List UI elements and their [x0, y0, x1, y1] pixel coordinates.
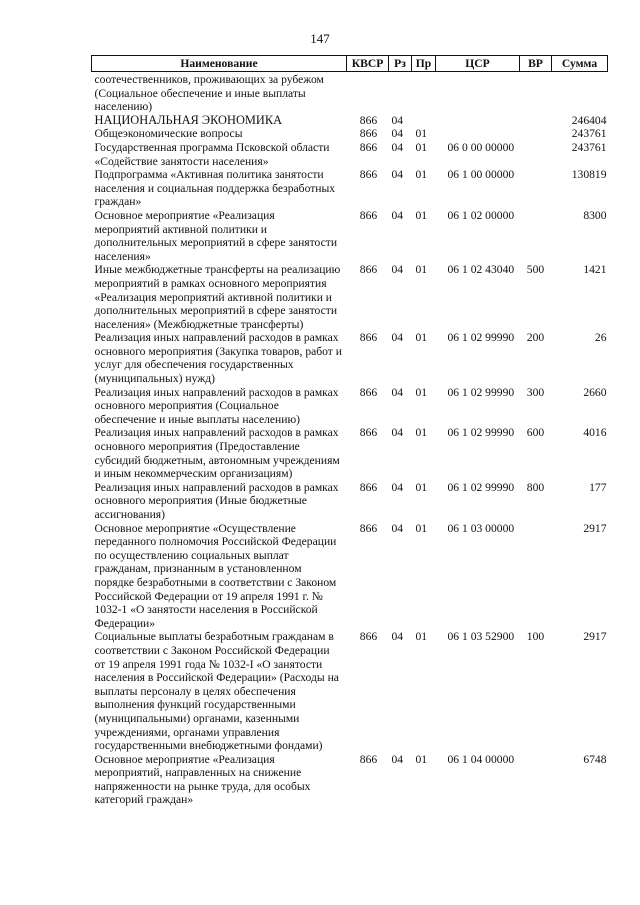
row-vr [520, 168, 552, 209]
row-csr: 06 0 00 00000 [447, 140, 515, 154]
row-pr: 01 [415, 630, 428, 644]
header-sum: Сумма [552, 56, 608, 72]
row-csr [436, 114, 520, 128]
row-vr [520, 141, 552, 168]
row-sum: 6748 [583, 752, 607, 766]
row-rz: 04 [391, 385, 404, 399]
row-pr [412, 72, 436, 114]
table-row [92, 263, 608, 331]
row-pr: 01 [415, 140, 428, 154]
row-rz: 04 [391, 480, 404, 494]
row-vr: 200 [526, 331, 545, 345]
row-pr: 01 [415, 385, 428, 399]
row-name: Реализация иных направлений расходов в рамках основного мероприятия (Иные бюджетные ассигнования) [94, 480, 339, 521]
row-csr: 06 1 03 00000 [447, 521, 515, 535]
row-pr: 01 [415, 127, 428, 141]
row-rz: 04 [391, 521, 404, 535]
row-kvsr: 866 [359, 263, 378, 277]
table-row [92, 753, 608, 807]
header-name: Наименование [92, 56, 347, 72]
row-pr: 01 [415, 521, 428, 535]
row-pr: 01 [415, 208, 428, 222]
table-row [92, 630, 608, 752]
row-name: Реализация иных направлений расходов в рамках основного мероприятия (Предоставление субсидий бюджетным, автономным учреждениям и иным некоммерческим организациям) [94, 426, 340, 481]
row-pr: 01 [415, 168, 428, 182]
row-csr: 06 1 03 52900 [447, 630, 515, 644]
row-sum: 243761 [571, 127, 607, 141]
row-name: Реализация иных направлений расходов в рамках основного мероприятия (Закупка товаров, работ и услуг для обеспечения государственных (муниципальных) нужд) [94, 331, 342, 386]
row-vr [520, 114, 552, 128]
row-vr [520, 753, 552, 807]
row-pr: 01 [415, 752, 428, 766]
table-row [92, 127, 608, 141]
header-kvsr: КВСР [347, 56, 389, 72]
row-rz: 04 [391, 426, 404, 440]
row-rz: 04 [391, 752, 404, 766]
table-row [92, 331, 608, 385]
row-name: соотечественников, проживающих за рубежом (Социальное обеспечение и иные выплаты населению) [94, 73, 324, 114]
row-csr: 06 1 04 00000 [447, 752, 515, 766]
header-csr: ЦСР [436, 56, 520, 72]
table-row [92, 114, 608, 128]
row-sum: 177 [589, 480, 607, 494]
row-kvsr: 866 [359, 480, 378, 494]
row-csr: 06 1 02 99990 [447, 331, 515, 345]
budget-table-container [91, 55, 607, 807]
row-pr: 01 [415, 331, 428, 345]
row-name: Основное мероприятие «Реализация мероприятий, направленных на снижение напряженности на рынке труда, для особых категорий граждан» [94, 752, 311, 807]
row-csr [436, 127, 520, 141]
row-name: Подпрограмма «Активная политика занятости населения и социальная поддержка безработных граждан» [94, 168, 336, 209]
row-sum: 8300 [583, 208, 607, 222]
row-sum: 246404 [571, 113, 607, 127]
header-vr: ВР [520, 56, 552, 72]
row-sum: 2917 [583, 521, 607, 535]
row-sum: 2917 [583, 630, 607, 644]
row-vr: 600 [526, 426, 545, 440]
row-name: Общеэкономические вопросы [94, 127, 243, 141]
row-kvsr: 866 [359, 385, 378, 399]
row-csr: 06 1 00 00000 [447, 168, 515, 182]
row-sum: 243761 [571, 140, 607, 154]
row-kvsr: 866 [359, 168, 378, 182]
row-vr [520, 127, 552, 141]
row-name: Государственная программа Псковской области «Содействие занятости населения» [94, 140, 330, 168]
row-name: Социальные выплаты безработным гражданам в соответствии с Законом Российской Федерации от 19 апреля 1991 года № 1032-I «О занятости населения в Российской Федерации» (Расходы на выплаты персоналу в целях обеспечения выполнения функций государственными (муниципальными) органами, казенными учреждениями, органами управления государственными внебюджетными фондами) [94, 630, 339, 753]
row-kvsr: 866 [359, 752, 378, 766]
table-row [92, 209, 608, 263]
row-rz: 04 [391, 140, 404, 154]
row-rz: 04 [391, 127, 404, 141]
row-sum: 1421 [583, 263, 607, 277]
budget-table [91, 55, 608, 807]
row-kvsr: 866 [359, 331, 378, 345]
row-pr [412, 114, 436, 128]
row-rz: 04 [391, 113, 404, 127]
row-vr [520, 72, 552, 114]
table-row [92, 141, 608, 168]
page-number: 147 [310, 31, 330, 46]
row-vr: 100 [526, 630, 545, 644]
row-csr: 06 1 02 99990 [447, 480, 515, 494]
header-rz: Рз [389, 56, 412, 72]
header-pr: Пр [412, 56, 436, 72]
row-kvsr: 866 [359, 521, 378, 535]
row-rz: 04 [391, 263, 404, 277]
table-row [92, 386, 608, 427]
row-pr: 01 [415, 480, 428, 494]
row-sum [552, 72, 608, 114]
table-row [92, 522, 608, 631]
row-pr: 01 [415, 426, 428, 440]
row-vr [520, 522, 552, 631]
row-kvsr: 866 [359, 630, 378, 644]
row-vr: 500 [526, 263, 545, 277]
row-name: Основное мероприятие «Реализация мероприятий активной политики и дополнительных мероприятий в сфере занятости населения» [94, 208, 338, 263]
row-name: Основное мероприятие «Осуществление переданного полномочия Российской Федерации по осуществлению социальных выплат гражданам, признанным в установленном порядке безработными в соответствии с Законом Российской Федерации от 19 апреля 1991 г. № 1032-1 «О занятости населения в Российской Федерации» [94, 521, 337, 630]
row-kvsr: 866 [359, 113, 378, 127]
table-row [92, 426, 608, 480]
table-header-row [92, 56, 608, 72]
row-csr: 06 1 02 99990 [447, 426, 515, 440]
row-sum: 2660 [583, 385, 607, 399]
row-kvsr: 866 [359, 127, 378, 141]
table-row [92, 481, 608, 522]
row-vr: 300 [526, 385, 545, 399]
row-sum: 26 [594, 331, 607, 345]
row-vr: 800 [526, 480, 545, 494]
row-csr: 06 1 02 00000 [447, 208, 515, 222]
row-name: Реализация иных направлений расходов в рамках основного мероприятия (Социальное обеспечение и иные выплаты населению) [94, 385, 339, 426]
row-vr [520, 209, 552, 263]
row-kvsr: 866 [359, 208, 378, 222]
row-kvsr [347, 72, 389, 114]
row-csr [436, 72, 520, 114]
row-sum: 130819 [571, 168, 607, 182]
row-name: Иные межбюджетные трансферты на реализацию мероприятий в рамках основного мероприятия «Реализация мероприятий активной политики и дополнительных мероприятий в сфере занятости населения» (Межбюджетные трансферты) [94, 263, 341, 331]
row-sum: 4016 [583, 426, 607, 440]
row-rz: 04 [391, 331, 404, 345]
table-row [92, 168, 608, 209]
row-rz: 04 [391, 630, 404, 644]
row-csr: 06 1 02 43040 [447, 263, 515, 277]
row-rz: 04 [391, 208, 404, 222]
row-csr: 06 1 02 99990 [447, 385, 515, 399]
table-row [92, 72, 608, 114]
row-rz: 04 [391, 168, 404, 182]
row-kvsr: 866 [359, 426, 378, 440]
row-kvsr: 866 [359, 140, 378, 154]
row-rz [389, 72, 412, 114]
row-pr: 01 [415, 263, 428, 277]
row-name: НАЦИОНАЛЬНАЯ ЭКОНОМИКА [94, 112, 283, 127]
